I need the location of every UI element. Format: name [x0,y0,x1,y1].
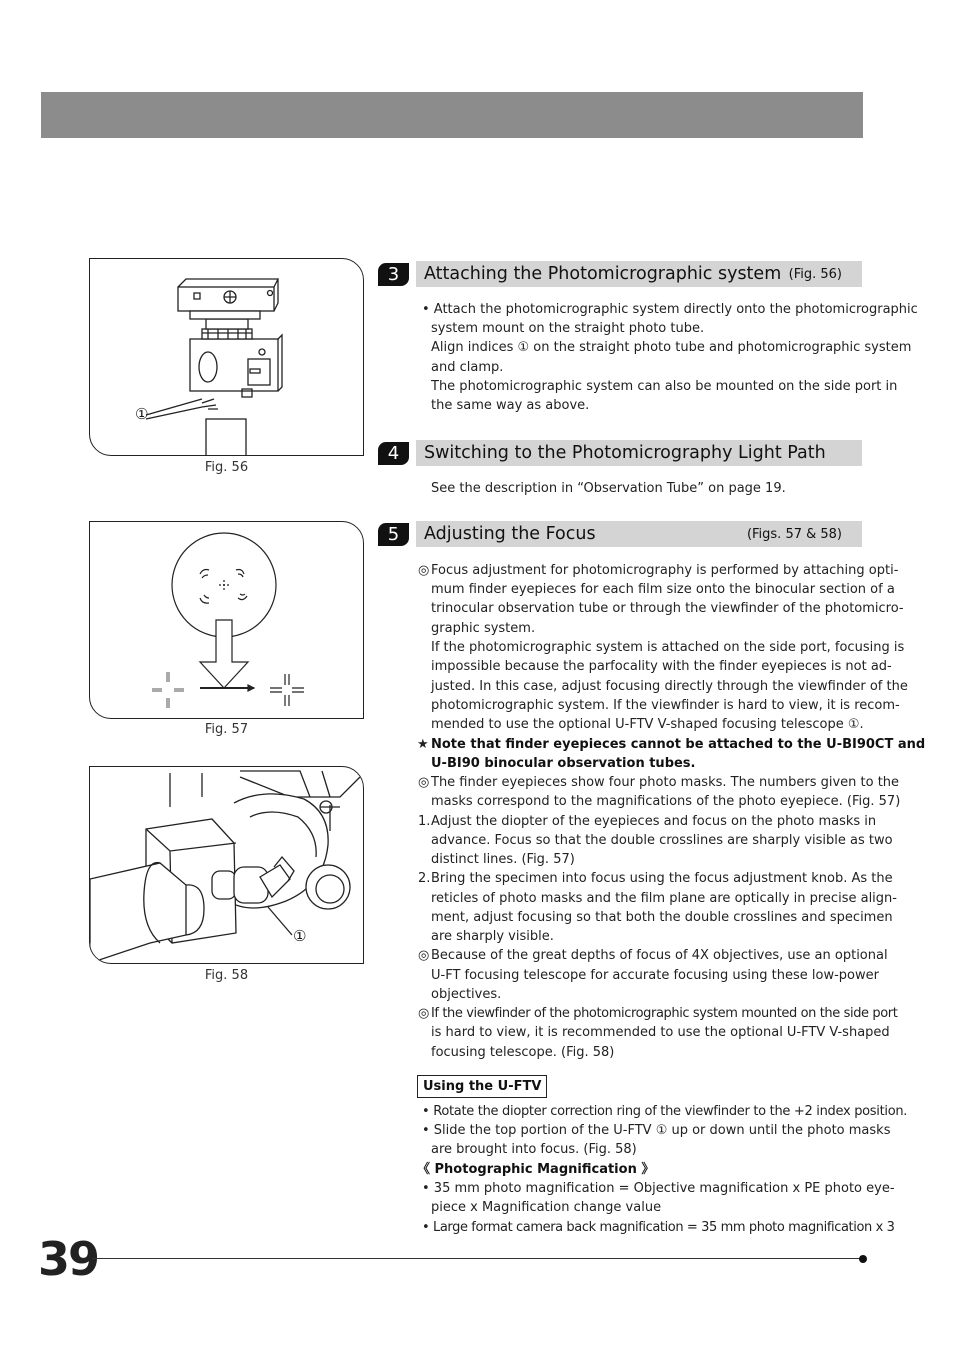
figure-58-caption: Fig. 58 [204,968,249,983]
section-5-figure-ref: (Figs. 57 & 58) [746,527,842,542]
section-5-line: impossible because the parfocality with the finder eyepieces is not ad- [431,659,892,674]
uftv-line: • Large format camera back magnification = 35 mm photo magnification x 3 [422,1220,895,1235]
section-5-line: If the photomicrographic system is attached on the side port, focusing is [431,640,905,655]
section-4-heading [378,440,862,466]
section-5-line: is hard to view, it is recommended to use the optional U-FTV V-shaped [431,1025,890,1040]
section-5-line: focusing telescope. (Fig. 58) [431,1045,615,1060]
section-5-line: If the viewfinder of the photomicrographic system mounted on the side port [431,1006,898,1021]
section-5-line: justed. In this case, adjust focusing directly through the viewfinder of the [431,679,908,694]
star-marker: ★ [417,737,429,752]
figure-56-caption: Fig. 56 [204,460,249,475]
section-3-figure-ref: (Fig. 56) [788,267,842,282]
uftv-line: • Slide the top portion of the U-FTV ① up or down until the photo masks [422,1123,891,1138]
double-circle-marker: ◎ [418,563,430,578]
chapter-header-bar [41,92,863,138]
step-1-marker: 1. [418,814,431,829]
photo-mask-focus-illustration [90,522,363,718]
section-5-line: advance. Focus so that the double crosslines are sharply visible as two [431,833,893,848]
section-5-line: are sharply visible. [431,929,554,944]
section-5-line: U-FT focusing telescope for accurate focusing using these low-power [431,968,879,983]
callout-1: ① [293,927,307,945]
section-4-line: See the description in “Observation Tube” on page 19. [431,481,786,496]
step-2-marker: 2. [418,871,431,886]
footer-dot [859,1255,867,1263]
section-5-line: objectives. [431,987,502,1002]
section-5-heading [378,521,862,547]
uftv-telescope-illustration [90,767,363,963]
section-5-line: masks correspond to the magnifications of the photo eyepiece. (Fig. 57) [431,794,901,809]
section-3-line: and clamp. [431,360,504,375]
section-5-line: reticles of photo masks and the film plane are optically in precise align- [431,891,897,906]
section-5-line: ment, adjust focusing so that both the double crosslines and specimen [431,910,893,925]
photo-system-mount-illustration [90,259,363,455]
section-4-title: Switching to the Photomicrography Light Path [424,443,826,463]
uftv-line: are brought into focus. (Fig. 58) [431,1142,637,1157]
section-5-line: graphic system. [431,621,536,636]
section-3-line: • Attach the photomicrographic system directly onto the photomicrographic [422,302,918,317]
section-3-line: the same way as above. [431,398,590,413]
section-5-title: Adjusting the Focus [424,524,596,544]
section-3-heading [378,261,862,287]
double-circle-marker: ◎ [418,948,430,963]
uftv-line: • 35 mm photo magnification = Objective magnification x PE photo eye- [422,1181,895,1196]
section-5-line: mended to use the optional U-FTV V-shaped focusing telescope ①. [431,717,864,732]
section-3-number: 3 [378,263,409,286]
using-uftv-label: Using the U-FTV [417,1075,547,1098]
section-5-line: Because of the great depths of focus of 4X objectives, use an optional [431,948,888,963]
section-3-line: Align indices ① on the straight photo tube and photomicrographic system [431,340,912,355]
figure-58-box [89,766,364,964]
section-5-note: U-BI90 binocular observation tubes. [431,756,696,771]
section-5-line: Focus adjustment for photomicrography is performed by attaching opti- [431,563,899,578]
photographic-magnification-heading: 《 Photographic Magnification 》 [417,1162,655,1177]
footer-rule [92,1258,860,1259]
section-5-line: Adjust the diopter of the eyepieces and focus on the photo masks in [431,814,877,829]
section-3-title: Attaching the Photomicrographic system [424,264,782,284]
section-4-number: 4 [378,442,409,465]
figure-56-box [89,258,364,456]
callout-1: ① [135,405,149,423]
section-5-line: photomicrographic system. If the viewfinder is hard to view, it is recom- [431,698,900,713]
section-3-line: The photomicrographic system can also be mounted on the side port in [431,379,898,394]
figure-57-box [89,521,364,719]
page-number: 39 [38,1232,99,1286]
figure-57-caption: Fig. 57 [204,722,249,737]
section-5-number: 5 [378,523,409,546]
section-5-line: distinct lines. (Fig. 57) [431,852,575,867]
section-3-line: system mount on the straight photo tube. [431,321,705,336]
section-5-line: The finder eyepieces show four photo masks. The numbers given to the [431,775,900,790]
section-5-line: Bring the specimen into focus using the focus adjustment knob. As the [431,871,893,886]
double-circle-marker: ◎ [418,775,430,790]
section-5-line: trinocular observation tube or through the viewfinder of the photomicro- [431,601,904,616]
double-circle-marker: ◎ [418,1006,430,1021]
section-5-line: mum finder eyepieces for each film size onto the binocular section of a [431,582,895,597]
uftv-line: piece x Magnification change value [431,1200,662,1215]
section-5-note: Note that finder eyepieces cannot be attached to the U-BI90CT and [431,737,926,752]
uftv-line: • Rotate the diopter correction ring of the viewfinder to the +2 index position. [422,1104,908,1119]
